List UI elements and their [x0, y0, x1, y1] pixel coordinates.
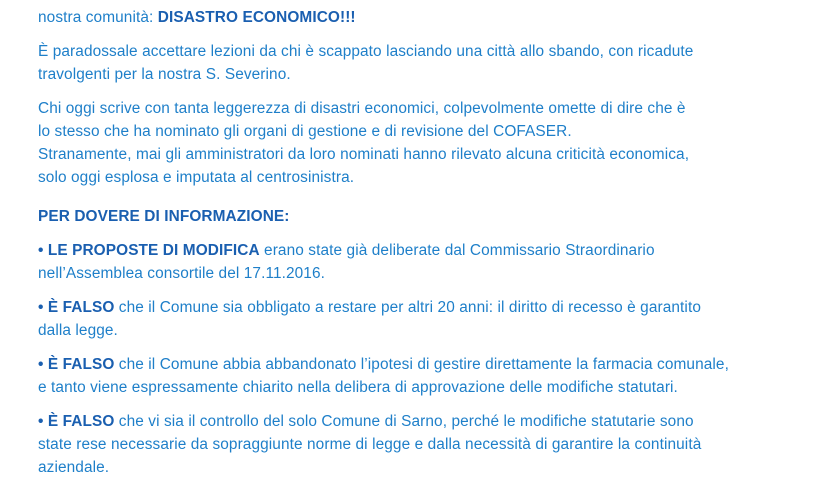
paragraph-economic: [38, 97, 808, 189]
bullet-false-sarno-line-2: state rese necessarie da sopraggiunte norme di legge e dalla necessità di garantire la continuità: [38, 436, 702, 453]
bullet-false-withdrawal-line-1: che il Comune sia obbligato a restare per altri 20 anni: il diritto di recesso è garantito: [114, 299, 701, 316]
bullet-false-pharmacy-line-1: che il Comune abbia abbandonato l’ipotesi di gestire direttamente la farmacia comunale,: [114, 356, 729, 373]
intro-line: [38, 6, 808, 29]
bullet-proposals-line-2: nell’Assemblea consortile del 17.11.2016.: [38, 265, 326, 282]
bullet-false-sarno-line-3: aziendale.: [38, 459, 110, 476]
bullet-proposals: [38, 239, 808, 285]
paragraph-economic-line-2: lo stesso che ha nominato gli organi di gestione e di revisione del COFASER.: [38, 123, 572, 140]
bullet-false-withdrawal-line-2: dalla legge.: [38, 322, 118, 339]
bullet-proposals-line-1: erano state già deliberate dal Commissario Straordinario: [259, 242, 655, 259]
bullet-false-sarno-label: • È FALSO: [38, 413, 115, 430]
paragraph-economic-line-1: Chi oggi scrive con tanta leggerezza di disastri economici, colpevolmente omette di dire che è: [38, 100, 686, 117]
bullet-false-sarno-line-1: che vi sia il controllo del solo Comune di Sarno, perché le modifiche statutarie sono: [114, 413, 694, 430]
bullet-false-pharmacy-label: • È FALSO: [38, 356, 115, 373]
bullet-proposals-label: • LE PROPOSTE DI MODIFICA: [38, 242, 260, 259]
paragraph-paradox-line-1: È paradossale accettare lezioni da chi è scappato lasciando una città allo sbando, con ricadute: [38, 43, 694, 60]
paragraph-economic-line-4: solo oggi esplosa e imputata al centrosinistra.: [38, 169, 355, 186]
intro-bold-text: DISASTRO ECONOMICO!!!: [157, 9, 356, 26]
bullet-false-withdrawal: [38, 296, 808, 342]
bullet-false-pharmacy: [38, 353, 808, 399]
bullet-false-withdrawal-label: • È FALSO: [38, 299, 115, 316]
paragraph-economic-line-3: Stranamente, mai gli amministratori da loro nominati hanno rilevato alcuna criticità economica,: [38, 146, 690, 163]
paragraph-paradox: [38, 40, 808, 86]
intro-text: nostra comunità:: [38, 9, 158, 26]
paragraph-paradox-line-2: travolgenti per la nostra S. Severino.: [38, 66, 291, 83]
section-heading: PER DOVERE DI INFORMAZIONE:: [38, 208, 290, 225]
bullet-false-sarno: [38, 410, 808, 479]
bullet-false-pharmacy-line-2: e tanto viene espressamente chiarito nella delibera di approvazione delle modifiche statutari.: [38, 379, 678, 396]
